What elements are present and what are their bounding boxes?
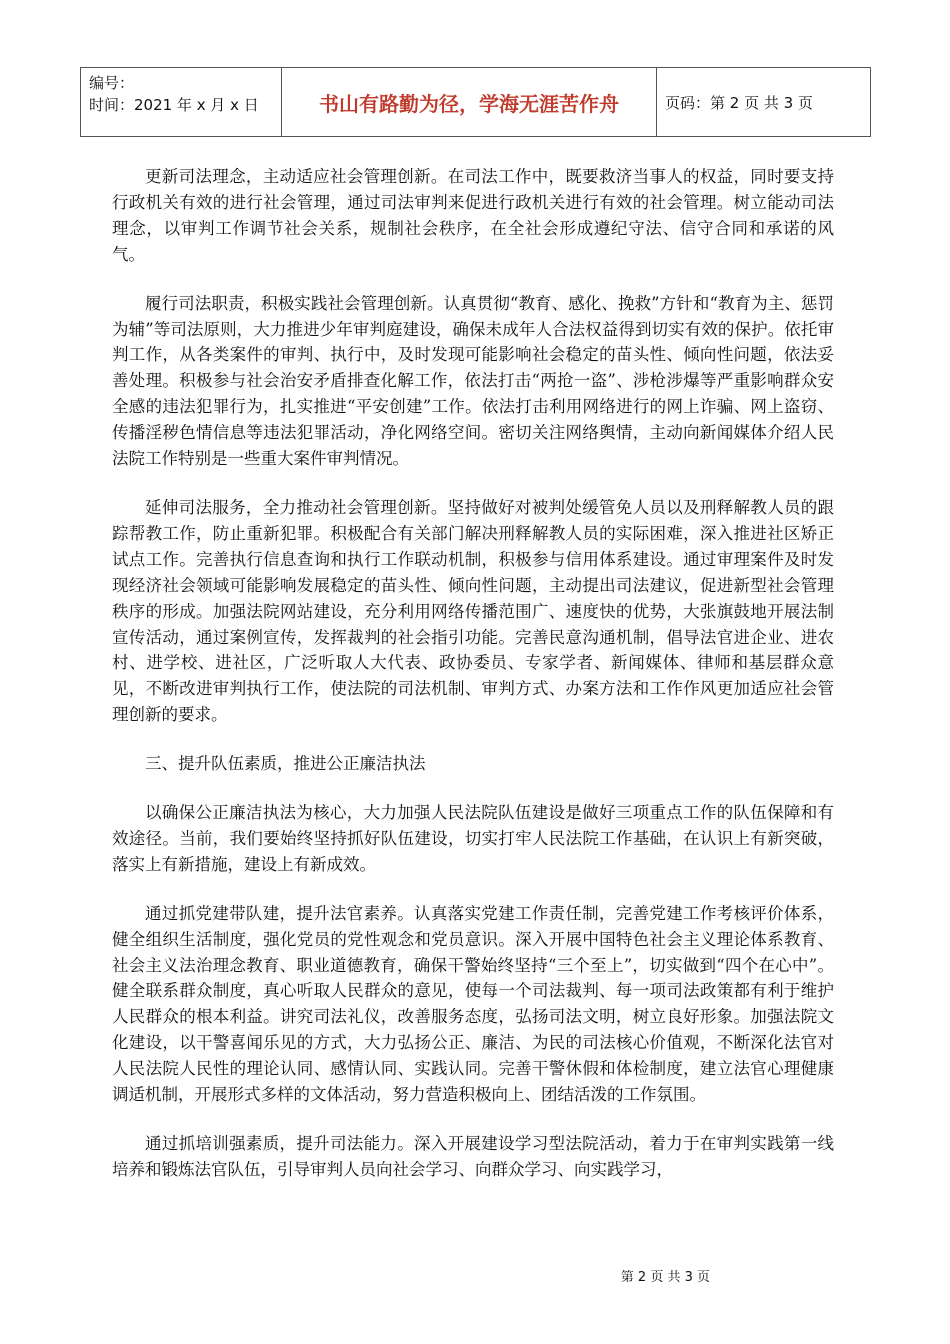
section-heading: 三、提升队伍素质，推进公正廉洁执法 [145, 754, 426, 774]
paragraph: 通过抓培训强素质，提升司法能力。深入开展建设学习型法院活动，着力于在审判实践第一线培养和锻炼法官队伍，引导审判人员向社会学习、向群众学习、向实践学习， [112, 1134, 834, 1179]
paragraph: 延伸司法服务，全力推动社会管理创新。坚持做好对被判处缓管免人员以及刑释解教人员的跟踪帮教工作，防止重新犯罪。积极配合有关部门解决刑释解教人员的实际困难，深入推进社区矫正试点工作。完善执行信息查询和执行工作联动机制，积极参与信用体系建设。通过审理案件及时发现经济社会领域可能影响发展稳定的苗头性、倾向性问题，主动提出司法建议，促进新型社会管理秩序的形成。加强法院网站建设，充分利用网络传播范围广、速度快的优势，大张旗鼓地开展法制宣传活动，通过案例宣传，发挥裁判的社会指引功能。完善民意沟通机制，倡导法官进企业、进农村、进学校、进社区，广泛听取人大代表、政协委员、专家学者、新闻媒体、律师和基层群众意见，不断改进审判执行工作，使法院的司法机制、审判方式、办案方法和工作作风更加适应社会管理创新的要求。 [112, 497, 834, 725]
paragraph: 履行司法职责，积极实践社会管理创新。认真贯彻“教育、感化、挽救”方针和“教育为主、惩罚为辅”等司法原则，大力推进少年审判庭建设，确保未成年人合法权益得到切实有效的保护。依托审判工作，从各类案件的审判、执行中，及时发现可能影响社会稳定的苗头性、倾向性问题，依法妥善处理。积极参与社会治安矛盾排查化解工作，依法打击“两抢一盗”、涉枪涉爆等严重影响群众安全感的违法犯罪行为，扎实推进“平安创建”工作。依法打击利用网络进行的网上诈骗、网上盗窃、传播淫秽色情信息等违法犯罪活动，净化网络空间。密切关注网络舆情，主动向新闻媒体介绍人民法院工作特别是一些重大案件审判情况。 [112, 293, 834, 469]
footer-page-number: 第 2 页 共 3 页 [620, 1270, 710, 1285]
document-body [112, 164, 834, 1206]
header-meta [81, 68, 282, 136]
header-motto: 书山有路勤为径，学海无涯苦作舟 [282, 68, 657, 136]
page-header [80, 67, 871, 137]
paragraph: 以确保公正廉洁执法为核心，大力加强人民法院队伍建设是做好三项重点工作的队伍保障和有效途径。当前，我们要始终坚持抓好队伍建设，切实打牢人民法院工作基础，在认识上有新突破，落实上有新措施，建设上有新成效。 [112, 803, 834, 874]
paragraph: 更新司法理念，主动适应社会管理创新。在司法工作中，既要救济当事人的权益，同时要支持行政机关有效的进行社会管理，通过司法审判来促进行政机关进行有效的社会管理。树立能动司法理念，以审判工作调节社会关系，规制社会秩序，在全社会形成遵纪守法、信守合同和承诺的风气。 [112, 167, 834, 264]
paragraph: 通过抓党建带队建，提升法官素养。认真落实党建工作责任制，完善党建工作考核评价体系，健全组织生活制度，强化党员的党性观念和党员意识。深入开展中国特色社会主义理论体系教育、社会主义法治理念教育、职业道德教育，确保干警始终坚持“三个至上”，切实做到“四个在心中”。健全联系群众制度，真心听取人民群众的意见，使每一个司法裁判、每一项司法政策都有利于维护人民群众的根本利益。讲究司法礼仪，改善服务态度，弘扬司法文明，树立良好形象。加强法院文化建设，以干警喜闻乐见的方式，大力弘扬公正、廉洁、为民的司法核心价值观，不断深化法官对人民法院人民性的理论认同、感情认同、实践认同。完善干警休假和体检制度，建立法官心理健康调适机制，开展形式多样的文体活动，努力营造积极向上、团结活泼的工作氛围。 [112, 903, 834, 1105]
header-page-info: 页码：第 2 页 共 3 页 [665, 93, 813, 112]
document-number: 编号： [89, 74, 135, 92]
document-date: 时间：2021 年 x 月 x 日 [89, 96, 259, 114]
